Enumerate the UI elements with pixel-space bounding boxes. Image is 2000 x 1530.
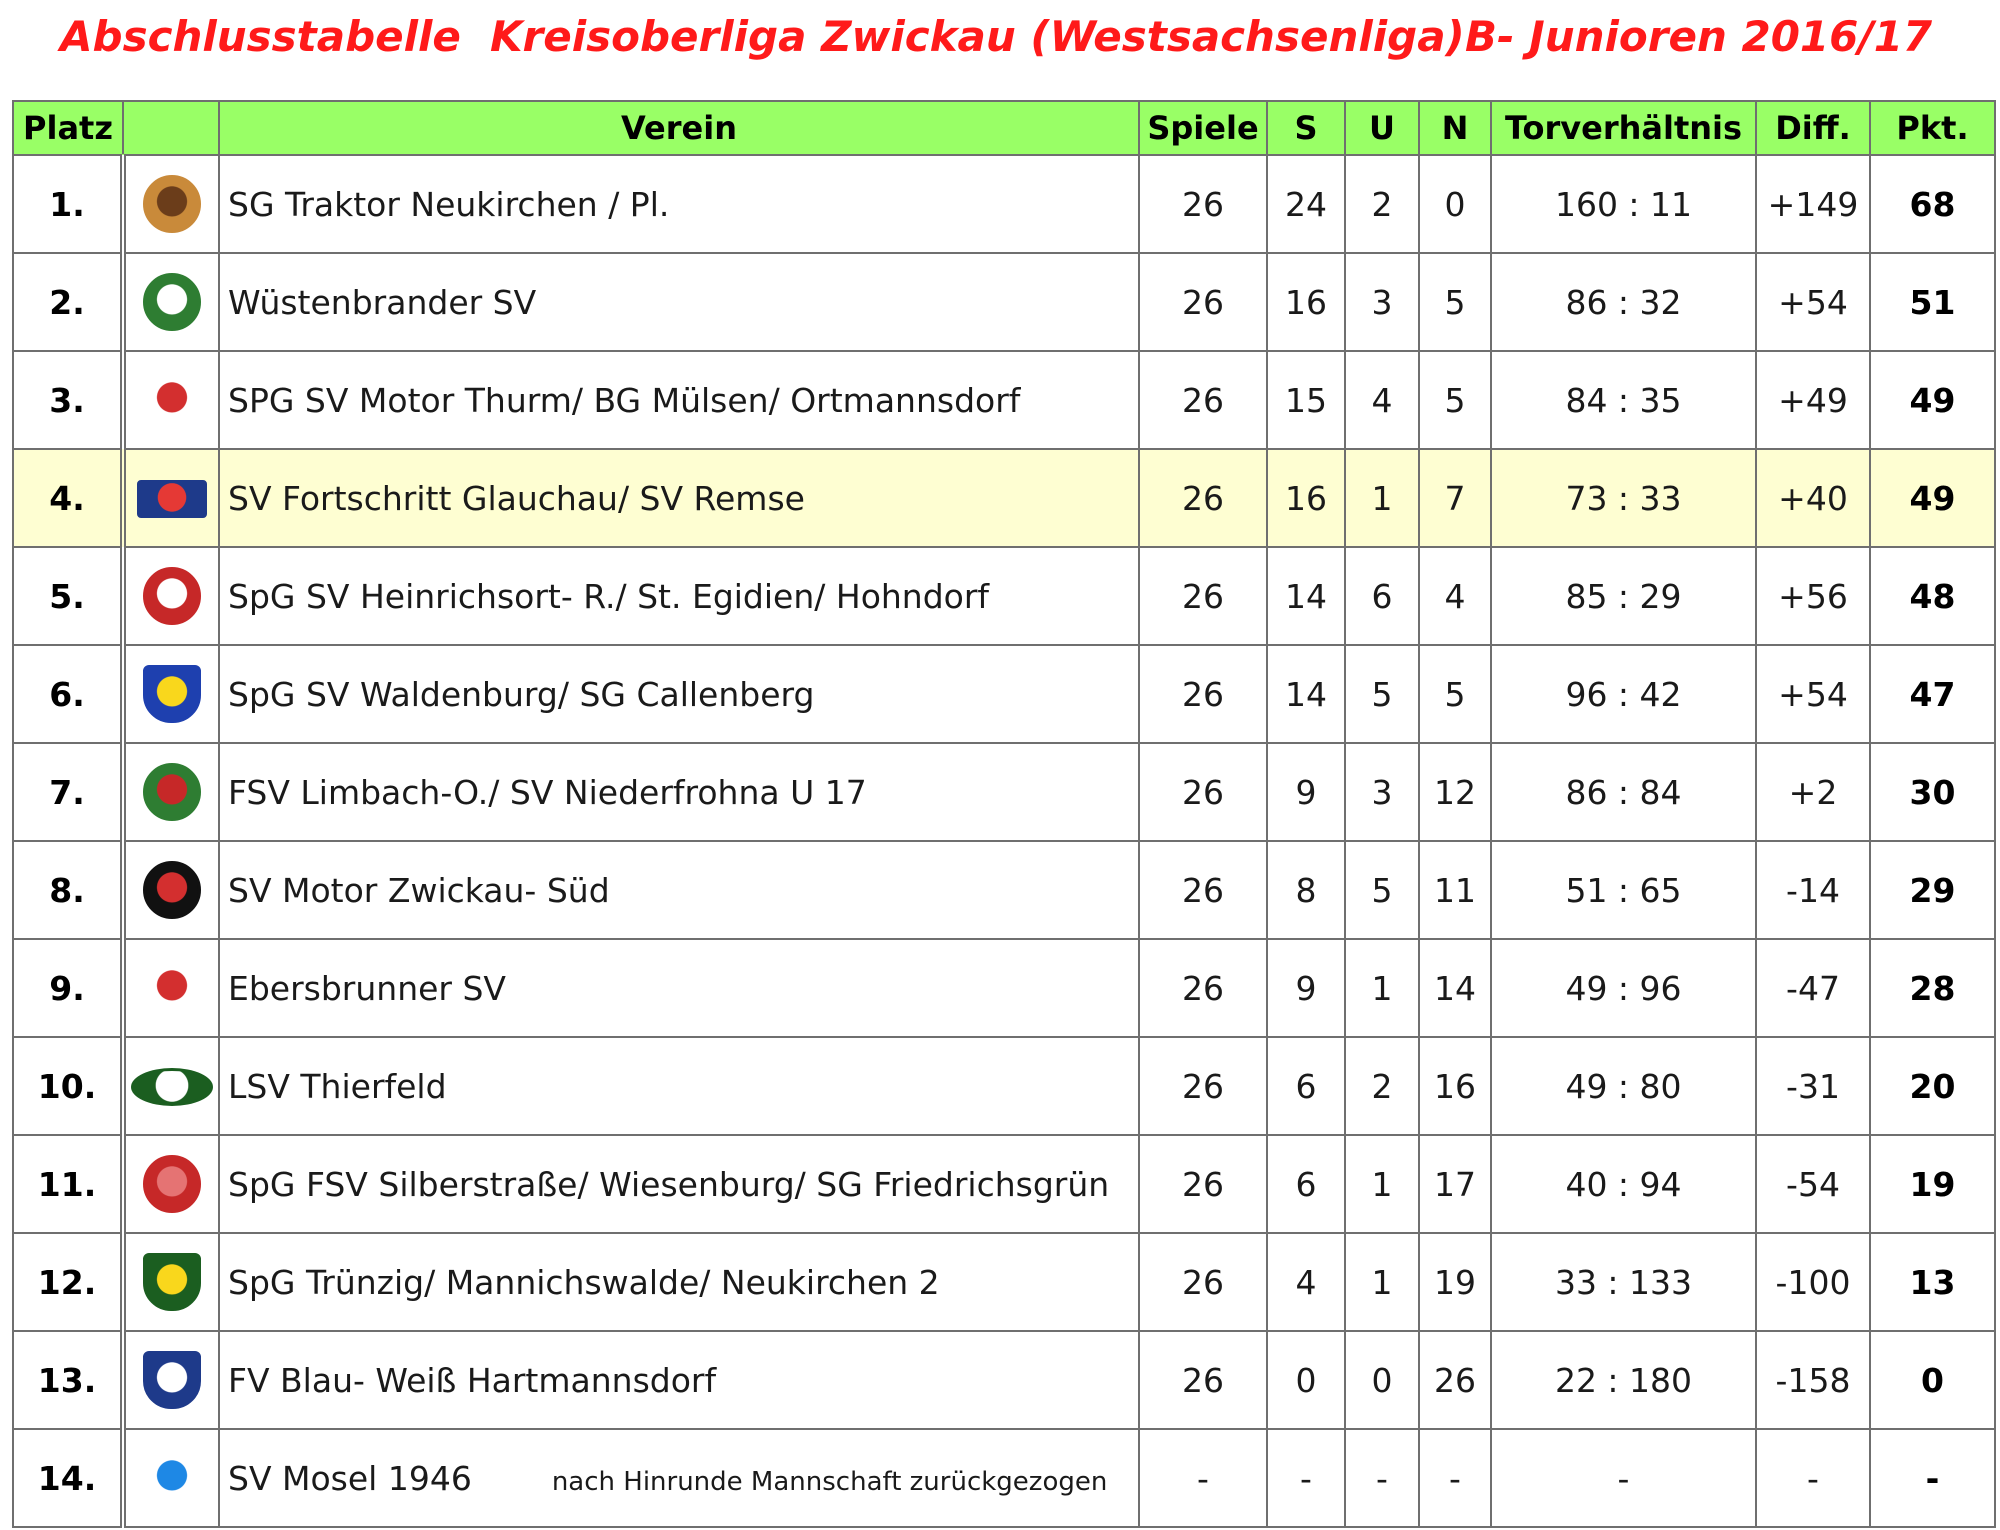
team-name-cell	[219, 449, 1139, 547]
crest-cell	[123, 841, 219, 939]
games-cell: 26	[1139, 1037, 1267, 1135]
mosel-crest-icon	[143, 1449, 201, 1507]
rank-cell: 14.	[13, 1429, 123, 1527]
wins-cell: 16	[1267, 253, 1345, 351]
goal-diff-cell: -47	[1756, 939, 1870, 1037]
table-row	[13, 1331, 1995, 1429]
games-cell: 26	[1139, 1331, 1267, 1429]
hartmannsdorf-crest-icon	[143, 1351, 201, 1409]
crest-cell	[123, 547, 219, 645]
draws-cell: 1	[1345, 939, 1419, 1037]
games-cell: 26	[1139, 1135, 1267, 1233]
goal-diff-cell: -	[1756, 1429, 1870, 1527]
team-name-cell	[219, 1233, 1139, 1331]
rank-cell: 9.	[13, 939, 123, 1037]
header-pkt: Pkt.	[1870, 101, 1995, 155]
goals-cell: 84 : 35	[1491, 351, 1756, 449]
goals-cell: 73 : 33	[1491, 449, 1756, 547]
wins-cell: 6	[1267, 1135, 1345, 1233]
team-name-cell	[219, 253, 1139, 351]
wins-cell: 9	[1267, 939, 1345, 1037]
rank-cell: 11.	[13, 1135, 123, 1233]
team-name: SG Traktor Neukirchen / Pl.	[228, 184, 670, 224]
team-name: Wüstenbrander SV	[228, 282, 537, 322]
goal-diff-cell: -14	[1756, 841, 1870, 939]
motor-thurm-crest-icon	[143, 371, 201, 429]
page-title	[0, 8, 2000, 68]
draws-cell: 3	[1345, 253, 1419, 351]
title-right: B- Junioren 2016/17	[1465, 12, 1933, 61]
heinrichsort-crest-icon	[143, 567, 201, 625]
team-name-cell	[219, 841, 1139, 939]
team-name: SpG Trünzig/ Mannichswalde/ Neukirchen 2	[228, 1262, 940, 1302]
points-cell: 47	[1870, 645, 1995, 743]
draws-cell: 1	[1345, 449, 1419, 547]
header-verein: Verein	[219, 101, 1139, 155]
team-name: SV Mosel 1946	[228, 1458, 472, 1498]
table-row	[13, 547, 1995, 645]
team-name-cell	[219, 155, 1139, 253]
goals-cell: 33 : 133	[1491, 1233, 1756, 1331]
losses-cell: 14	[1419, 939, 1491, 1037]
title-left: Abschlusstabelle	[60, 12, 461, 61]
team-name: SV Motor Zwickau- Süd	[228, 870, 610, 910]
table-row	[13, 841, 1995, 939]
goal-diff-cell: +54	[1756, 645, 1870, 743]
title-center: Kreisoberliga Zwickau (Westsachsenliga)	[490, 12, 1465, 61]
games-cell: 26	[1139, 743, 1267, 841]
points-cell: 0	[1870, 1331, 1995, 1429]
table-row	[13, 1429, 1995, 1527]
crest-cell	[123, 1429, 219, 1527]
goals-cell: 51 : 65	[1491, 841, 1756, 939]
goal-diff-cell: -158	[1756, 1331, 1870, 1429]
points-cell: 29	[1870, 841, 1995, 939]
losses-cell: 5	[1419, 253, 1491, 351]
losses-cell: 17	[1419, 1135, 1491, 1233]
team-name-cell	[219, 1135, 1139, 1233]
points-cell: 28	[1870, 939, 1995, 1037]
team-name: FV Blau- Weiß Hartmannsdorf	[228, 1360, 717, 1400]
wins-cell: 9	[1267, 743, 1345, 841]
wins-cell: 24	[1267, 155, 1345, 253]
points-cell: 49	[1870, 449, 1995, 547]
goals-cell: -	[1491, 1429, 1756, 1527]
goal-diff-cell: -54	[1756, 1135, 1870, 1233]
wins-cell: 0	[1267, 1331, 1345, 1429]
wins-cell: 8	[1267, 841, 1345, 939]
goals-cell: 22 : 180	[1491, 1331, 1756, 1429]
games-cell: 26	[1139, 449, 1267, 547]
crest-cell	[123, 1135, 219, 1233]
table-row	[13, 155, 1995, 253]
header-n: N	[1419, 101, 1491, 155]
goals-cell: 49 : 96	[1491, 939, 1756, 1037]
wins-cell: 6	[1267, 1037, 1345, 1135]
draws-cell: 5	[1345, 645, 1419, 743]
wins-cell: 14	[1267, 547, 1345, 645]
losses-cell: 12	[1419, 743, 1491, 841]
points-cell: 20	[1870, 1037, 1995, 1135]
goals-cell: 160 : 11	[1491, 155, 1756, 253]
points-cell: 30	[1870, 743, 1995, 841]
points-cell: 19	[1870, 1135, 1995, 1233]
header-diff: Diff.	[1756, 101, 1870, 155]
points-cell: -	[1870, 1429, 1995, 1527]
losses-cell: 7	[1419, 449, 1491, 547]
crest-cell	[123, 351, 219, 449]
goal-diff-cell: +54	[1756, 253, 1870, 351]
rank-cell: 5.	[13, 547, 123, 645]
wins-cell: 15	[1267, 351, 1345, 449]
draws-cell: 2	[1345, 155, 1419, 253]
draws-cell: 2	[1345, 1037, 1419, 1135]
draws-cell: 1	[1345, 1233, 1419, 1331]
rank-cell: 6.	[13, 645, 123, 743]
table-row	[13, 253, 1995, 351]
team-name: SpG FSV Silberstraße/ Wiesenburg/ SG Friedrichsgrün	[228, 1164, 1110, 1204]
team-name-cell	[219, 743, 1139, 841]
rank-cell: 3.	[13, 351, 123, 449]
table-row	[13, 449, 1995, 547]
losses-cell: 16	[1419, 1037, 1491, 1135]
header-u: U	[1345, 101, 1419, 155]
wins-cell: 16	[1267, 449, 1345, 547]
games-cell: 26	[1139, 351, 1267, 449]
rank-cell: 12.	[13, 1233, 123, 1331]
crest-cell	[123, 449, 219, 547]
table-row	[13, 939, 1995, 1037]
crest-cell	[123, 939, 219, 1037]
header-row	[13, 101, 1995, 155]
rank-cell: 7.	[13, 743, 123, 841]
goal-diff-cell: +149	[1756, 155, 1870, 253]
points-cell: 13	[1870, 1233, 1995, 1331]
goal-diff-cell: -100	[1756, 1233, 1870, 1331]
rank-cell: 10.	[13, 1037, 123, 1135]
crest-cell	[123, 155, 219, 253]
draws-cell: 3	[1345, 743, 1419, 841]
motor-zwickau-sued-crest-icon	[143, 861, 201, 919]
team-name-cell	[219, 645, 1139, 743]
goals-cell: 40 : 94	[1491, 1135, 1756, 1233]
team-name-cell	[219, 1037, 1139, 1135]
withdrawn-note: nach Hinrunde Mannschaft zurückgezogen	[551, 1466, 1108, 1497]
crest-cell	[123, 1037, 219, 1135]
draws-cell: 0	[1345, 1331, 1419, 1429]
points-cell: 49	[1870, 351, 1995, 449]
team-name-cell	[219, 351, 1139, 449]
losses-cell: -	[1419, 1429, 1491, 1527]
header-logo	[123, 101, 219, 155]
team-name: LSV Thierfeld	[228, 1066, 447, 1106]
table-row	[13, 743, 1995, 841]
header-torverhaeltnis: Torverhältnis	[1491, 101, 1756, 155]
goal-diff-cell: +2	[1756, 743, 1870, 841]
points-cell: 68	[1870, 155, 1995, 253]
draws-cell: 4	[1345, 351, 1419, 449]
team-name: Ebersbrunner SV	[228, 968, 507, 1008]
points-cell: 48	[1870, 547, 1995, 645]
rank-cell: 2.	[13, 253, 123, 351]
team-name: SPG SV Motor Thurm/ BG Mülsen/ Ortmannsdorf	[228, 380, 1021, 420]
draws-cell: 5	[1345, 841, 1419, 939]
fortschritt-glauchau-crest-icon	[137, 480, 207, 518]
draws-cell: -	[1345, 1429, 1419, 1527]
draws-cell: 6	[1345, 547, 1419, 645]
losses-cell: 11	[1419, 841, 1491, 939]
crest-cell	[123, 1331, 219, 1429]
team-name-cell	[219, 547, 1139, 645]
losses-cell: 26	[1419, 1331, 1491, 1429]
crest-cell	[123, 1233, 219, 1331]
header-platz: Platz	[13, 101, 123, 155]
wuestenbrander-crest-icon	[143, 273, 201, 331]
losses-cell: 4	[1419, 547, 1491, 645]
games-cell: 26	[1139, 1233, 1267, 1331]
team-name-cell	[219, 939, 1139, 1037]
ebersbrunner-crest-icon	[143, 959, 201, 1017]
goal-diff-cell: +56	[1756, 547, 1870, 645]
goals-cell: 49 : 80	[1491, 1037, 1756, 1135]
losses-cell: 5	[1419, 351, 1491, 449]
team-name-cell	[219, 1429, 1139, 1527]
goals-cell: 86 : 84	[1491, 743, 1756, 841]
crest-cell	[123, 743, 219, 841]
goals-cell: 96 : 42	[1491, 645, 1756, 743]
crest-cell	[123, 253, 219, 351]
team-name: SV Fortschritt Glauchau/ SV Remse	[228, 478, 805, 518]
goal-diff-cell: +40	[1756, 449, 1870, 547]
wins-cell: 14	[1267, 645, 1345, 743]
standings-table	[12, 100, 1996, 1528]
table-row	[13, 645, 1995, 743]
thierfeld-crest-icon	[131, 1068, 213, 1106]
team-name: SpG SV Waldenburg/ SG Callenberg	[228, 674, 815, 714]
table-row	[13, 351, 1995, 449]
games-cell: 26	[1139, 841, 1267, 939]
draws-cell: 1	[1345, 1135, 1419, 1233]
games-cell: -	[1139, 1429, 1267, 1527]
limbach-crest-icon	[143, 763, 201, 821]
silberstrasse-crest-icon	[143, 1155, 201, 1213]
games-cell: 26	[1139, 645, 1267, 743]
goal-diff-cell: -31	[1756, 1037, 1870, 1135]
crest-cell	[123, 645, 219, 743]
team-name-cell	[219, 1331, 1139, 1429]
waldenburg-crest-icon	[143, 665, 201, 723]
games-cell: 26	[1139, 939, 1267, 1037]
rank-cell: 13.	[13, 1331, 123, 1429]
games-cell: 26	[1139, 253, 1267, 351]
losses-cell: 5	[1419, 645, 1491, 743]
rank-cell: 1.	[13, 155, 123, 253]
wins-cell: 4	[1267, 1233, 1345, 1331]
wins-cell: -	[1267, 1429, 1345, 1527]
table-row	[13, 1233, 1995, 1331]
losses-cell: 0	[1419, 155, 1491, 253]
rank-cell: 8.	[13, 841, 123, 939]
games-cell: 26	[1139, 547, 1267, 645]
traktor-neukirchen-crest-icon	[143, 175, 201, 233]
goals-cell: 85 : 29	[1491, 547, 1756, 645]
goal-diff-cell: +49	[1756, 351, 1870, 449]
team-name: SpG SV Heinrichsort- R./ St. Egidien/ Hohndorf	[228, 576, 990, 616]
losses-cell: 19	[1419, 1233, 1491, 1331]
team-name: FSV Limbach-O./ SV Niederfrohna U 17	[228, 772, 867, 812]
header-spiele: Spiele	[1139, 101, 1267, 155]
goals-cell: 86 : 32	[1491, 253, 1756, 351]
rank-cell: 4.	[13, 449, 123, 547]
games-cell: 26	[1139, 155, 1267, 253]
table-row	[13, 1037, 1995, 1135]
truenzig-crest-icon	[143, 1253, 201, 1311]
header-s: S	[1267, 101, 1345, 155]
points-cell: 51	[1870, 253, 1995, 351]
table-row	[13, 1135, 1995, 1233]
